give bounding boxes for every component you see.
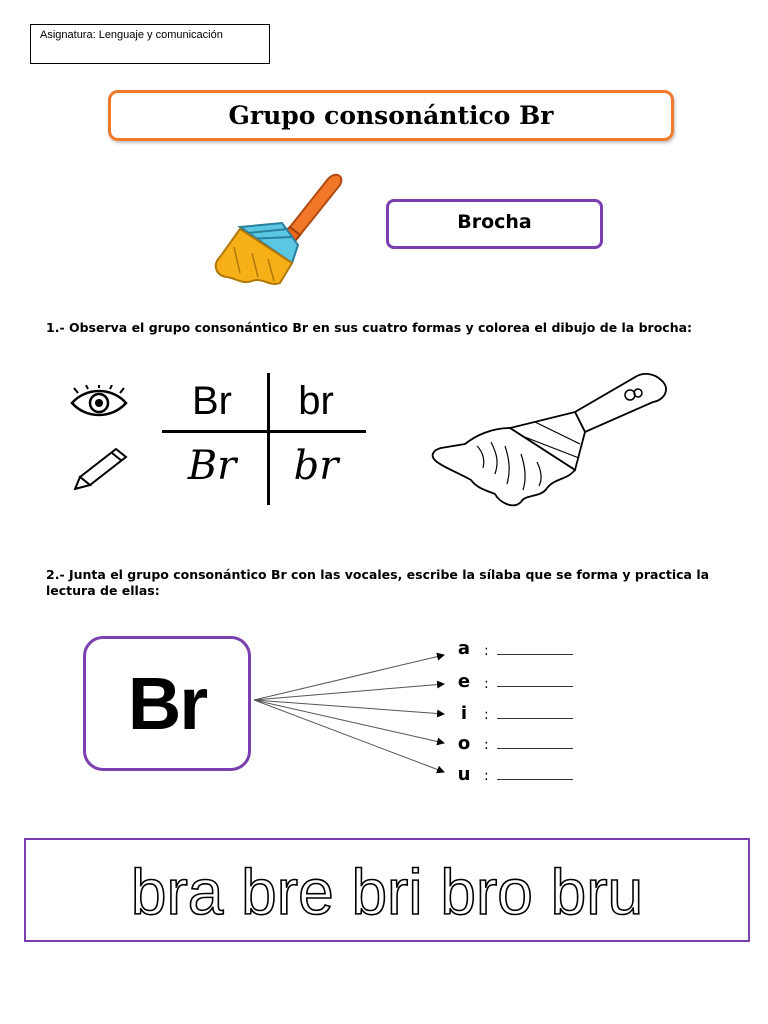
vowel-u-colon: : — [484, 768, 489, 784]
answer-blank-e[interactable] — [497, 686, 573, 687]
eye-icon — [68, 385, 130, 421]
consonant-group-label: Br — [127, 662, 207, 745]
instruction-1: 1.- Observa el grupo consonántico Br en sus cuatro formas y colorea el dibujo de la brocha: — [46, 320, 693, 335]
syllables-box — [24, 838, 750, 942]
arrow-i — [254, 700, 444, 714]
title-box — [108, 90, 674, 141]
vowel-o: o — [457, 733, 471, 754]
subject-box — [30, 24, 270, 64]
print-uppercase: Br — [192, 379, 232, 423]
word-box — [386, 199, 603, 249]
arrow-e — [254, 684, 444, 700]
arrow-u — [254, 700, 444, 772]
answer-blank-i[interactable] — [497, 718, 573, 719]
table-horizontal-line — [162, 430, 366, 433]
cursive-lowercase: br — [293, 443, 339, 489]
syllables-outline-text — [26, 840, 748, 940]
instruction-2: 2.- Junta el grupo consonántico Br con las vocales, escribe la sílaba que se forma y practica la lectura de ellas: — [46, 567, 710, 598]
vowel-i-colon: : — [484, 707, 489, 723]
answer-blank-a[interactable] — [497, 654, 573, 655]
paintbrush-outline-icon — [425, 362, 675, 512]
arrow-a — [254, 655, 444, 700]
br-forms-table — [162, 373, 366, 505]
subject-label: Asignatura: Lenguaje y comunicación — [40, 29, 223, 41]
paintbrush-color-icon — [200, 165, 370, 290]
print-lowercase: br — [298, 379, 334, 423]
word-label: Brocha — [457, 211, 532, 233]
syllables-text: bra bre bri bro bru — [130, 856, 644, 928]
vowel-a-colon: : — [484, 643, 489, 659]
vowel-o-colon: : — [484, 737, 489, 753]
answer-blank-o[interactable] — [497, 748, 573, 749]
connector-arrows — [250, 640, 450, 780]
answer-blank-u[interactable] — [497, 779, 573, 780]
vowel-e: e — [457, 671, 471, 692]
cursive-uppercase: Br — [187, 443, 237, 489]
pencil-icon — [72, 445, 130, 490]
vowel-u: u — [457, 764, 471, 785]
vowel-i: i — [460, 703, 468, 724]
arrow-o — [254, 700, 444, 743]
page-title: Grupo consonántico Br — [228, 101, 554, 130]
consonant-group-box — [83, 636, 251, 771]
vowel-e-colon: : — [484, 676, 489, 692]
vowel-a: a — [457, 638, 471, 659]
